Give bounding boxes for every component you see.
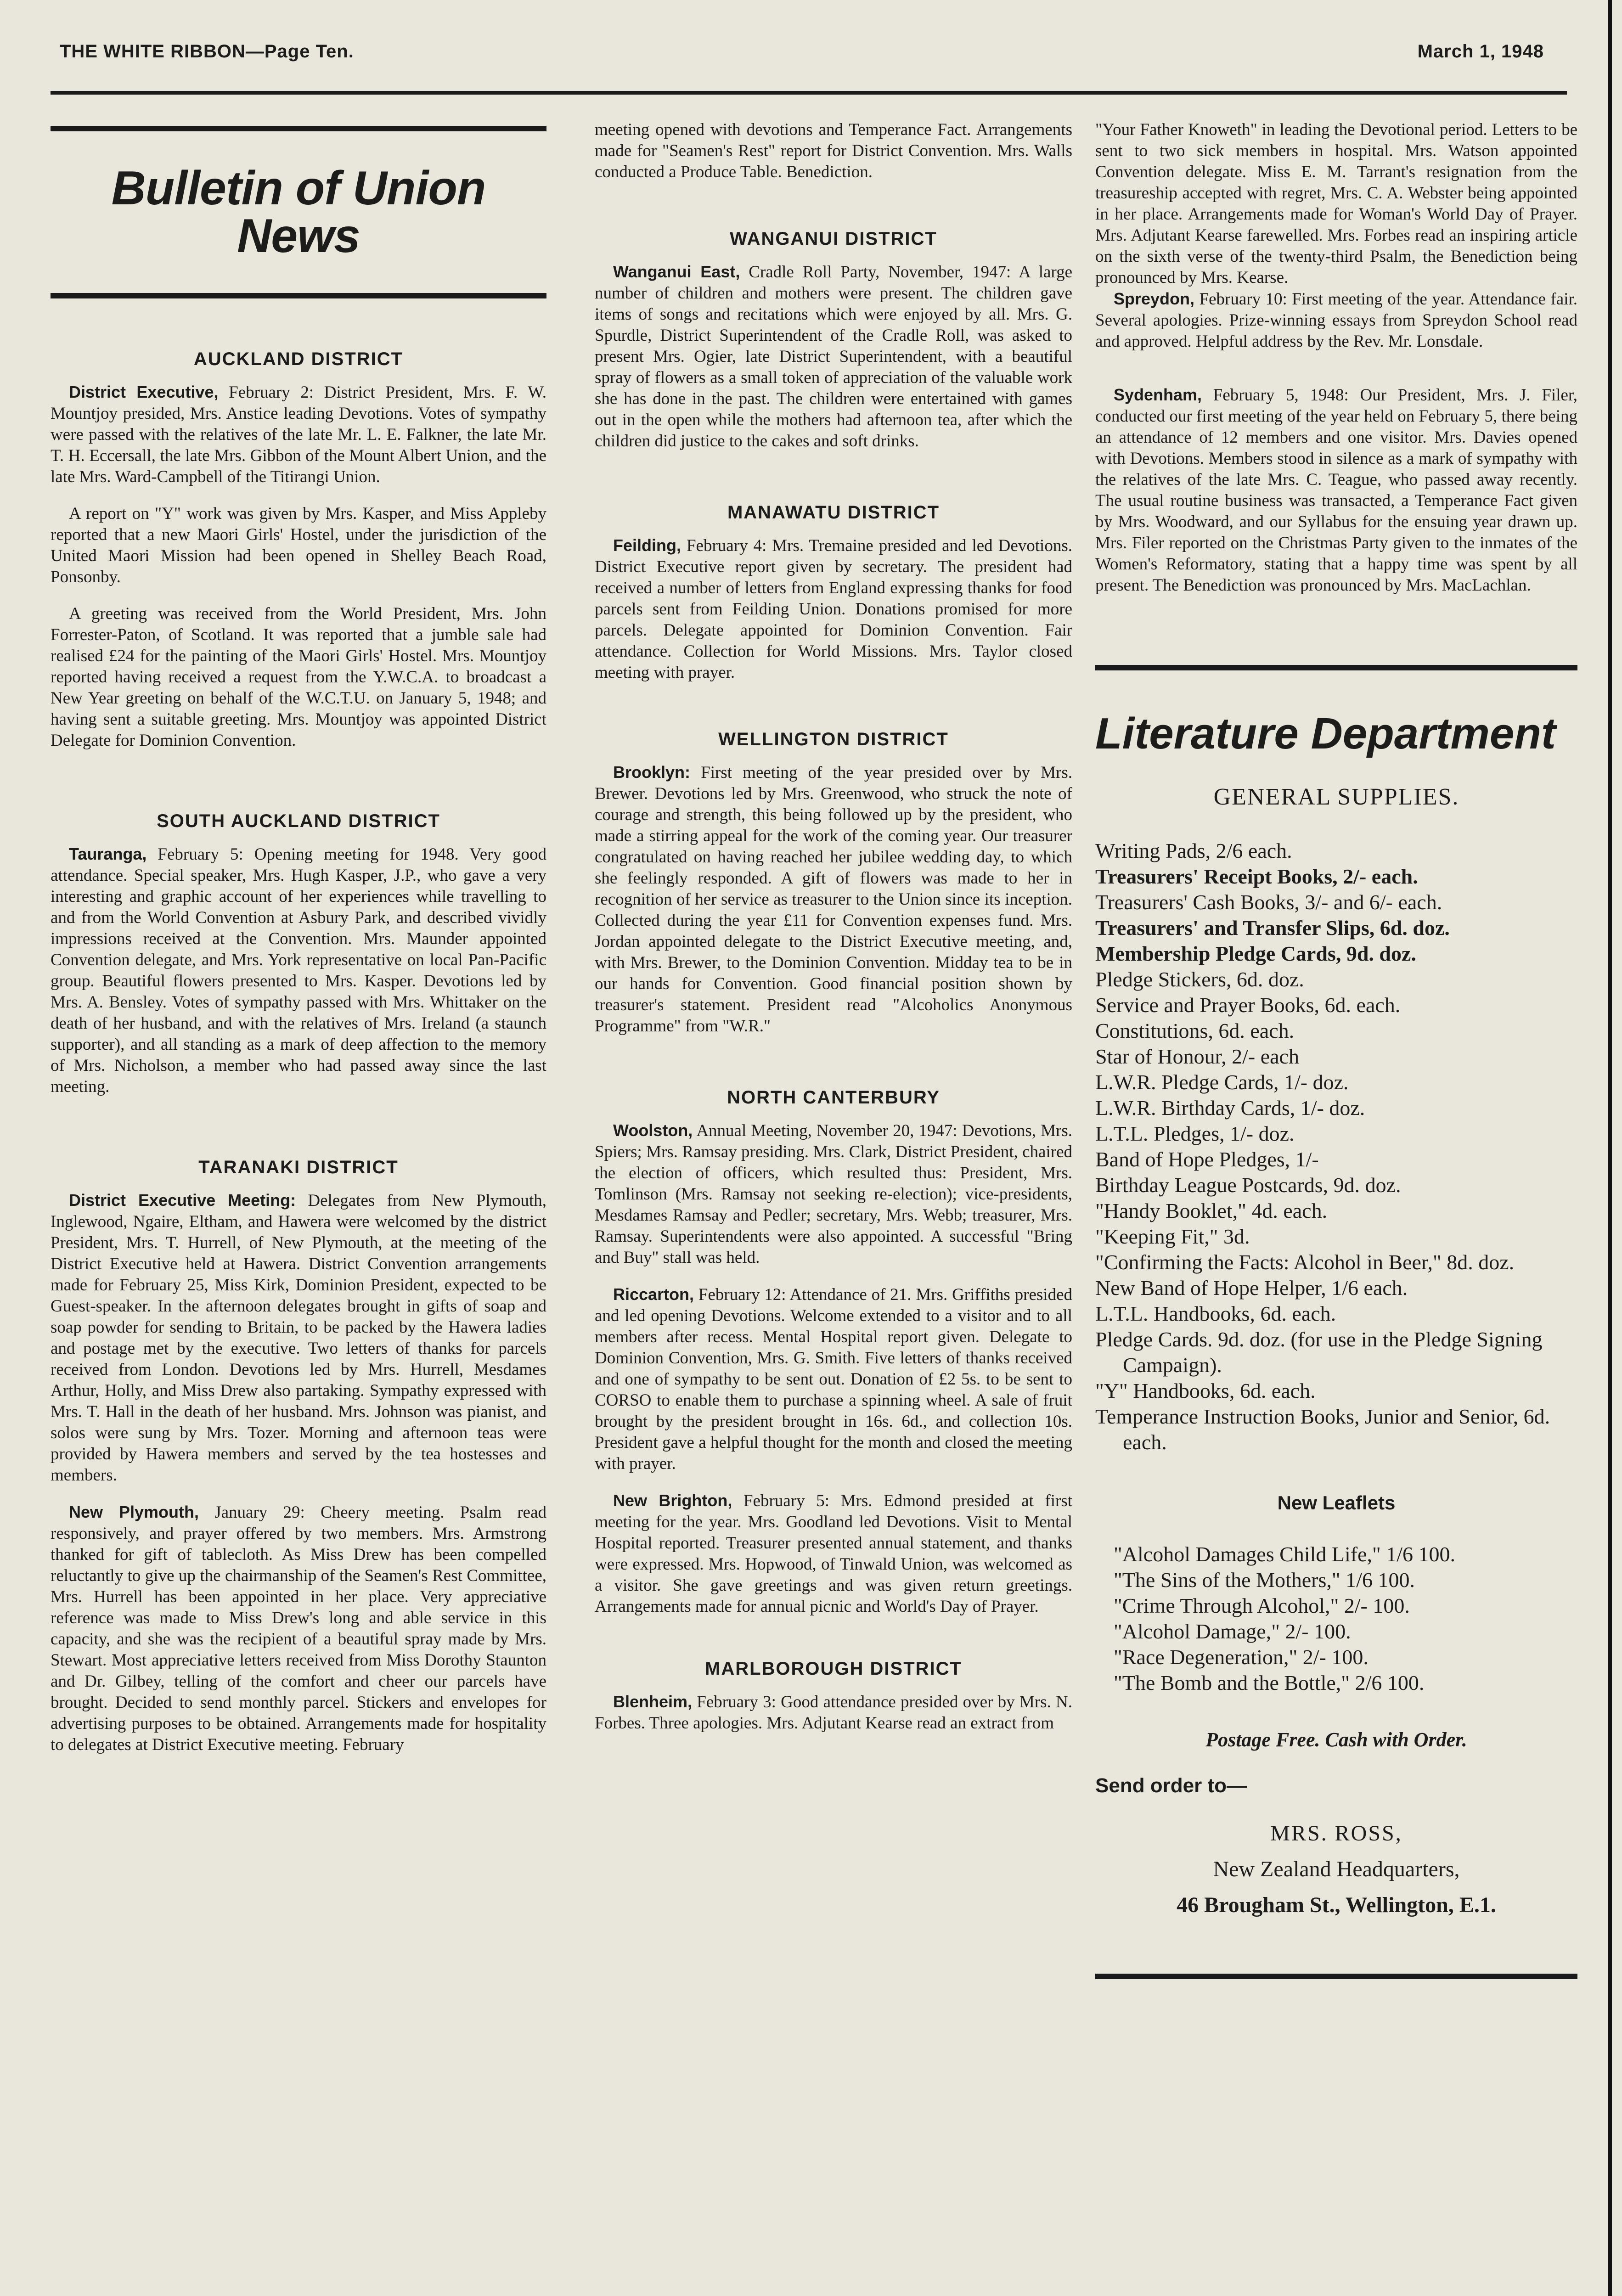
- spreydon-paragraph: [1095, 288, 1577, 352]
- address-name: MRS. ROSS,: [1270, 1821, 1402, 1846]
- taranaki-text-1: Delegates from New Plymouth, Inglewood, Ngaire, Eltham, and Hawera were welcomed by the district President, Mrs. T. Hurrell, of New Plymouth, at the meeting of the District Executive held at Hawera. District Convention arrangements made for February 25, Miss Kirk, Dominion President, expected to be Guest-speaker. In the afternoon delegates brought in gifts of soap and soap powder for sending to Britain, to be packed by the Hawera ladies and postage met by the executive. Two letters of thanks for parcels received from London. Devotions led by Mrs. Hurrell, Mesdames Arthur, Holly, and Miss Drew also partaking. Sympathy expressed with Mrs. T. Hall in the death of her husband. Mrs. Johnson was pianist, and solos were sung by Mrs. Tozer. Morning and afternoon teas were provided by Hawera members and served by the tea hostesses and members.: [51, 1191, 546, 1485]
- brooklyn-text: First meeting of the year presided over by Mrs. Brewer. Devotions led by Mrs. Greenwood, who struck the note of courage and strength, this being followed up by the president, who made a stirring appeal for the work of the coming year. Our treasurer congratulated on having reached her jubilee wedding day, to which she feelingly responded. A gift of flowers was made to her in recognition of her service as treasurer to the Union since its inception. Collected during the year £11 for Convention expenses fund. Mrs. Jordan appointed delegate to the District Executive meeting, and, with Mrs. Brewer, to the Dominion Convention. Midday tea to be in our hands for Convention. Good financial position shown by treasurer's statement. President read "Alcoholics Anonymous Programme" from "W.R.": [595, 763, 1072, 1035]
- leaflet-item: "Race Degeneration," 2/- 100.: [1114, 1645, 1369, 1669]
- supply-item: "Handy Booklet," 4d. each.: [1095, 1199, 1328, 1222]
- literature-rule-bottom: [1095, 1974, 1577, 1979]
- supply-item: Constitutions, 6d. each.: [1095, 1019, 1295, 1042]
- address-line-2: 46 Brougham St., Wellington, E.1.: [1177, 1893, 1496, 1917]
- north-canterbury-heading: NORTH CANTERBURY: [727, 1087, 940, 1108]
- district-executive-lead: District Executive Meeting:: [69, 1191, 296, 1210]
- taranaki-heading: TARANAKI DISTRICT: [198, 1157, 399, 1177]
- wanganui-heading: WANGANUI DISTRICT: [730, 229, 937, 249]
- auckland-lead: District Executive,: [69, 383, 219, 401]
- supply-item: Band of Hope Pledges, 1/-: [1095, 1148, 1319, 1171]
- supply-item: "Y" Handbooks, 6d. each.: [1095, 1379, 1316, 1402]
- supply-item: L.W.R. Pledge Cards, 1/- doz.: [1095, 1070, 1349, 1094]
- leaflet-item: "Alcohol Damage," 2/- 100.: [1114, 1620, 1351, 1643]
- address-line-1: New Zealand Headquarters,: [1213, 1857, 1460, 1881]
- page-header: [60, 37, 1544, 73]
- brooklyn-lead: Brooklyn:: [613, 763, 691, 782]
- continued-paragraph: meeting opened with devotions and Temperance Fact. Arrangements made for "Seamen's Rest" report for District Convention. Mrs. Walls conducted a Produce Table. Benediction.: [595, 120, 1072, 181]
- taranaki-paragraph-1: [51, 1190, 546, 1486]
- woolston-paragraph: [595, 1120, 1072, 1268]
- marlborough-heading: MARLBOROUGH DISTRICT: [705, 1659, 962, 1679]
- column-1: [51, 119, 546, 1771]
- feilding-text: February 4: Mrs. Tremaine presided and led Devotions. District Executive report given by secretary. The president had received a number of letters from England expressing thanks for food parcels sent from Feilding Union. Donations promised for more parcels. Delegate appointed for Dominion Convention. Fair attendance. Collection for World Missions. Mrs. Taylor closed meeting with prayer.: [595, 536, 1072, 682]
- new-brighton-lead: New Brighton,: [613, 1491, 732, 1510]
- supply-item: L.W.R. Birthday Cards, 1/- doz.: [1095, 1096, 1365, 1120]
- woolston-lead: Woolston,: [613, 1121, 693, 1140]
- feilding-lead: Feilding,: [613, 536, 681, 555]
- south-auckland-paragraph: [51, 844, 546, 1097]
- leaflets-list: [1095, 1542, 1577, 1696]
- wanganui-paragraph: [595, 261, 1072, 452]
- blenheim-continued: "Your Father Knoweth" in leading the Devotional period. Letters to be sent to two sick members in hospital. Mrs. Watson appointed Convention delegate. Miss E. M. Tarrant's resignation from the treasureship accepted with regret, Mrs. C. A. Webster being appointed in her place. Arrangements made for Woman's World Day of Prayer. Mrs. Adjutant Kearse farewelled. Mrs. Forbes read an inspiring article on the sixth verse of the twenty-third Psalm, the Benediction being pronounced by Mrs. Kearse.: [1095, 120, 1577, 287]
- auckland-paragraph-2: A report on "Y" work was given by Mrs. Kasper, and Miss Appleby reported that a new Maori Girls' Hostel, under the jurisdiction of the United Maori Mission had been opened in Shelley Beach Road, Ponsonby.: [51, 504, 546, 586]
- postage-note: Postage Free. Cash with Order.: [1205, 1728, 1467, 1751]
- manawatu-paragraph: [595, 535, 1072, 683]
- order-address: [1095, 1816, 1577, 1923]
- supply-item: Pledge Cards. 9d. doz. (for use in the Pledge Signing Campaign).: [1095, 1328, 1543, 1377]
- new-plymouth-text: January 29: Cheery meeting. Psalm read responsively, and prayer offered by two members. Mrs. Armstrong thanked for gift of tablecloth. As Miss Drew has been compelled reluctantly to give up the chairmanship of the Seamen's Rest Committee, Mrs. Hurrell has been appointed in her place. Very appreciative reference was made to Miss Drew's long and able service in this capacity, and she was the recipient of a beautiful spray made by Mrs. Stewart. Most appreciative letters received from Miss Dorothy Staunton and Dr. Gilbey, telling of the comfort and cheer our parcels have brought. Decided to send monthly parcel. Stickers and envelopes for advertising purposes to be obtained. Arrangements made for hospitality to delegates at District Executive meeting. February: [51, 1503, 547, 1754]
- spreydon-lead: Spreydon,: [1114, 289, 1195, 308]
- literature-rule-top: [1095, 665, 1577, 670]
- auckland-paragraph-1: [51, 382, 546, 488]
- send-order-label: Send order to—: [1095, 1774, 1247, 1797]
- new-plymouth-lead: New Plymouth,: [69, 1503, 199, 1521]
- manawatu-heading: MANAWATU DISTRICT: [727, 502, 940, 523]
- literature-heading: Literature Department: [1095, 709, 1556, 758]
- taranaki-paragraph-2: [51, 1502, 546, 1756]
- leaflet-item: "The Bomb and the Bottle," 2/6 100.: [1114, 1671, 1425, 1694]
- supply-item: Membership Pledge Cards, 9d. doz.: [1095, 942, 1416, 965]
- supply-item: Treasurers' Cash Books, 3/- and 6/- each.: [1095, 890, 1442, 914]
- wellington-heading: WELLINGTON DISTRICT: [718, 729, 949, 749]
- wanganui-east-lead: Wanganui East,: [613, 262, 740, 281]
- supply-item: L.T.L. Pledges, 1/- doz.: [1095, 1122, 1295, 1145]
- supply-item: Birthday League Postcards, 9d. doz.: [1095, 1173, 1401, 1197]
- supply-item: Pledge Stickers, 6d. doz.: [1095, 968, 1304, 991]
- blenheim-text: February 3: Good attendance presided over by Mrs. N. Forbes. Three apologies. Mrs. Adjutant Kearse read an extract from: [595, 1693, 1072, 1733]
- supply-item: New Band of Hope Helper, 1/6 each.: [1095, 1276, 1408, 1300]
- supply-item: Temperance Instruction Books, Junior and Senior, 6d. each.: [1095, 1405, 1550, 1454]
- supply-item: "Keeping Fit," 3d.: [1095, 1225, 1250, 1248]
- new-brighton-paragraph: [595, 1490, 1072, 1617]
- masthead-rule-top: [51, 126, 546, 131]
- general-supplies-heading: GENERAL SUPPLIES.: [1213, 784, 1459, 810]
- supply-item: Treasurers' and Transfer Slips, 6d. doz.: [1095, 916, 1450, 940]
- wanganui-text: Cradle Roll Party, November, 1947: A large number of children and mothers were present. The children gave items of songs and recitations which were enjoyed by all. Mrs. G. Spurdle, District Superintendent of the Cradle Roll, was asked to present Mrs. Ogier, late District Superintendent, with a beautiful spray of flowers as a small token of appreciation of the valuable work she has done in the past. The children were entertained with games out in the open while the mothers had afternoon tea, after which the children did justice to the cakes and soft drinks.: [595, 263, 1072, 450]
- leaflet-item: "The Sins of the Mothers," 1/6 100.: [1114, 1568, 1415, 1592]
- riccarton-lead: Riccarton,: [613, 1285, 694, 1304]
- supplies-list: [1095, 838, 1577, 1455]
- supply-item: "Confirming the Facts: Alcohol in Beer," 8d. doz.: [1095, 1250, 1515, 1274]
- header-rule: [51, 91, 1567, 95]
- supply-item: Treasurers' Receipt Books, 2/- each.: [1095, 865, 1418, 888]
- masthead-rule-bottom: [51, 293, 546, 298]
- auckland-paragraph-3: A greeting was received from the World President, Mrs. John Forrester-Paton, of Scotland. It was reported that a jumble sale had realised £24 for the painting of the Maori Girls' Hostel. Mrs. Mountjoy reported having received a request from the Y.W.C.A. to broadcast a New Year greeting on behalf of the W.C.T.U. on January 5, 1948; and having sent a suitable greeting. Mrs. Mountjoy was appointed District Delegate for Dominion Convention.: [51, 604, 546, 750]
- sydenham-text: February 5, 1948: Our President, Mrs. J. Filer, conducted our first meeting of the year held on February 5, there being an attendance of 12 members and one visitor. Mrs. Davies opened with Devotions. Members stood in silence as a mark of sympathy with the relatives of the late Mrs. C. Teague, who passed away recently. The usual routine business was transacted, a Temperance Fact given by Mrs. Woodward, and our Syllabus for the ensuing year drawn up. Mrs. Filer reported on the Christmas Party given to the inmates of the Women's Reformatory, stating that a happy time was spent by all present. The Benediction was pronounced by Mrs. MacLachlan.: [1095, 386, 1577, 595]
- supply-item: Service and Prayer Books, 6d. each.: [1095, 993, 1401, 1017]
- blenheim-lead: Blenheim,: [613, 1692, 693, 1711]
- leaflet-item: "Alcohol Damages Child Life," 1/6 100.: [1114, 1542, 1456, 1566]
- supply-item: Writing Pads, 2/6 each.: [1095, 839, 1292, 862]
- wellington-paragraph: [595, 762, 1072, 1037]
- tauranga-lead: Tauranga,: [69, 844, 147, 863]
- woolston-text: Annual Meeting, November 20, 1947: Devotions, Mrs. Spiers; Mrs. Ramsay presiding. Mrs. Clark, District President, chaired the election of officers, which resulted thus: President, Mrs. Tomlinson (Mrs. Ramsay not seeking re-election); vice-presidents, Mesdames Ramsay and Pedler; secretary, Mrs. Webb; treasurer, Mrs. Ramsay. Superintendents were also appointed. A successful "Bring and Buy" stall was held.: [595, 1121, 1072, 1267]
- tauranga-text: February 5: Opening meeting for 1948. Very good attendance. Special speaker, Mrs. Hugh Kasper, J.P., who gave a very interesting and graphic account of her experiences while travelling to and from the World Convention at Asbury Park, and described vividly impressions received at the Convention. Mrs. Maunder appointed Convention delegate, and Mrs. York representative on local Pan-Pacific group. Beautiful flowers presented to Mrs. Kasper. Devotions led by Mrs. A. Bensley. Votes of sympathy passed with Mrs. Whittaker on the death of her husband, and with the relatives of Mrs. Ireland (a staunch supporter), and all standing as a mark of deep affection to the memory of Mrs. Nicholson, a member who had passed away since the last meeting.: [51, 845, 546, 1096]
- column-2: [595, 119, 1072, 1750]
- issue-date: March 1, 1948: [1417, 41, 1544, 62]
- leaflet-item: "Crime Through Alcohol," 2/- 100.: [1114, 1594, 1410, 1617]
- new-brighton-text: February 5: Mrs. Edmond presided at first meeting for the year. Mrs. Goodland led Devotions. Visit to Mental Hospital reported. Treasurer presented annual statement, and thanks were expressed. Mrs. Hopwood, of Tinwald Union, was welcomed as a visitor. She gave greetings and was given return greetings. Arrangements made for annual picnic and World's Day of Prayer.: [595, 1491, 1073, 1616]
- sydenham-paragraph: [1095, 384, 1577, 596]
- sydenham-lead: Sydenham,: [1114, 385, 1202, 404]
- riccarton-paragraph: [595, 1284, 1072, 1474]
- auckland-heading: AUCKLAND DISTRICT: [193, 349, 404, 369]
- publication-title: THE WHITE RIBBON—Page Ten.: [60, 41, 354, 62]
- riccarton-text: February 12: Attendance of 21. Mrs. Griffiths presided and led opening Devotions. Welcome extended to a visitor and to all members after recess. Mental Hospital report given. Delegate to Dominion Convention, Mrs. G. Smith. Five letters of thanks received and one of sympathy to be sent out. Donation of £2 5s. to be sent to CORSO to enable them to purchase a spinning wheel. A sale of fruit brought by the president brought in 16s. 6d., and collection 10s. President gave a helpful thought for the month and closed the meeting with prayer.: [595, 1285, 1072, 1473]
- blenheim-paragraph: [595, 1691, 1072, 1734]
- new-leaflets-heading: New Leaflets: [1277, 1492, 1396, 1514]
- spreydon-text: February 10: First meeting of the year. Attendance fair. Several apologies. Prize-winning essays from Spreydon School read and approved. Helpful address by the Rev. Mr. Lonsdale.: [1095, 290, 1577, 351]
- auckland-text-1: February 2: District President, Mrs. F. W. Mountjoy presided, Mrs. Anstice leading Devotions. Votes of sympathy were passed with the relatives of the late Mr. L. E. Falkner, the late Mr. T. H. Eccersall, the late Mrs. Gibbon of the Mount Albert Union, and the late Mrs. Ward-Campbell of the Titirangi Union.: [51, 383, 546, 486]
- bulletin-masthead: Bulletin of Union News: [111, 162, 486, 263]
- south-auckland-heading: SOUTH AUCKLAND DISTRICT: [157, 811, 440, 831]
- page-edge: [1608, 0, 1612, 2296]
- supply-item: L.T.L. Handbooks, 6d. each.: [1095, 1302, 1336, 1325]
- supply-item: Star of Honour, 2/- each: [1095, 1045, 1299, 1068]
- column-3: [1095, 119, 1577, 1979]
